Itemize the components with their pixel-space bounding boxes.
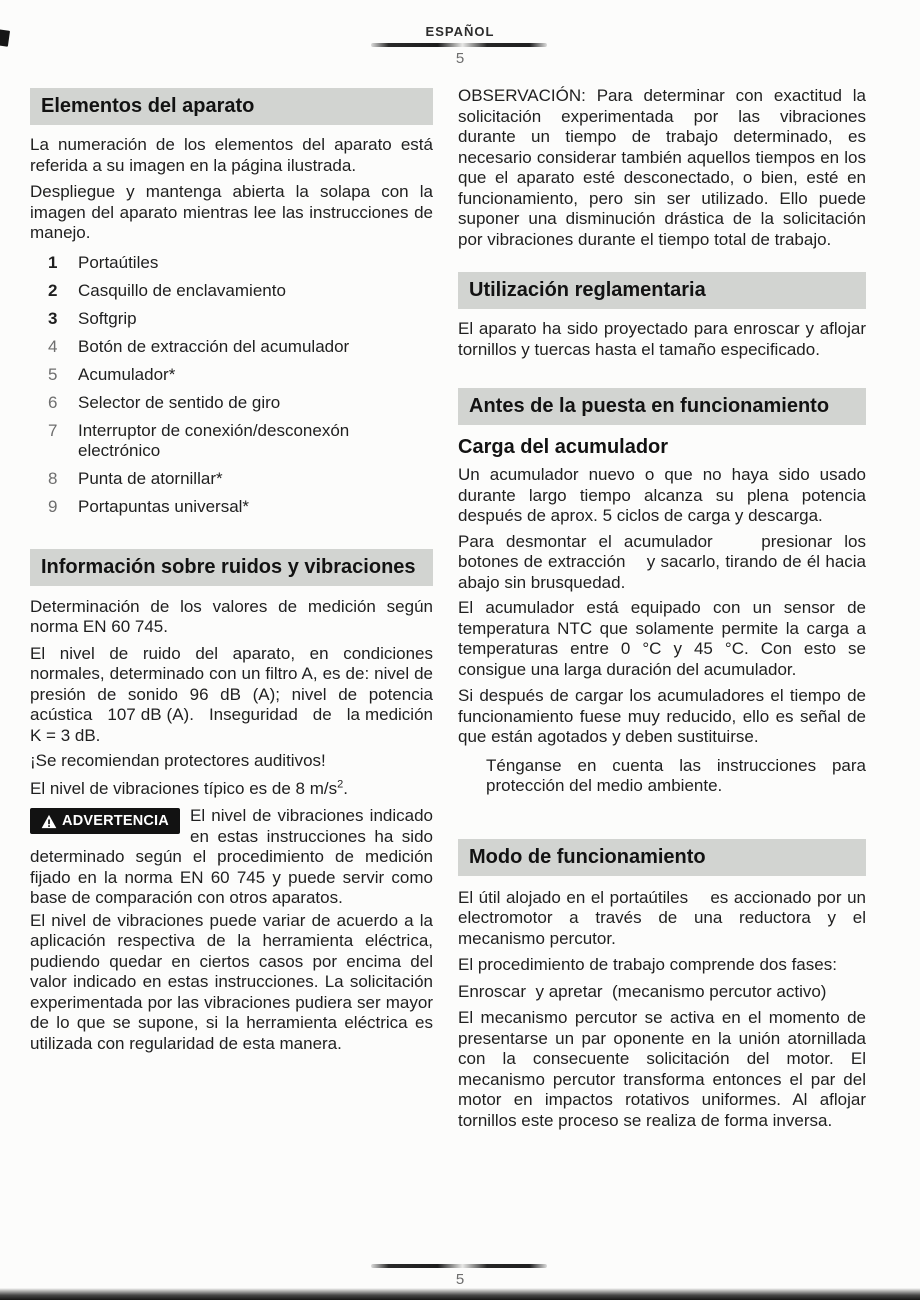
list-item-number: 3 xyxy=(48,308,58,328)
list-item-label: Portaútiles xyxy=(78,252,159,272)
section-heading-modo: Modo de funcionamiento xyxy=(458,839,866,876)
paragraph-advertencia-1: El nivel de vibraciones indicado en estas instrucciones ha sido determinado según el procedimiento de medición fijado en la norma EN 60 745 y puede servir como base de comparación con otros aparatos. xyxy=(30,806,433,907)
vibration-period: . xyxy=(343,778,348,798)
subheading-carga-acumulador: Carga del acumulador xyxy=(458,436,669,458)
list-item xyxy=(48,253,433,274)
list-item-label: Selector de sentido de giro xyxy=(78,392,281,412)
list-item xyxy=(48,309,433,330)
warning-label: ADVERTENCIA xyxy=(62,812,169,829)
list-item-label: Portapuntas universal* xyxy=(78,497,250,516)
list-item-number: 8 xyxy=(48,469,58,488)
list-item-label: Casquillo de enclavamiento xyxy=(78,280,286,300)
list-item-number: 4 xyxy=(48,336,58,356)
section-heading-utilizacion: Utilización reglamentaria xyxy=(458,272,866,309)
list-item xyxy=(48,469,433,490)
section-heading-ruidos: Información sobre ruidos y vibraciones xyxy=(30,549,433,586)
list-item-number: 1 xyxy=(48,252,58,272)
paragraph-determinacion: Determinación de los valores de medición según norma EN 60 745. xyxy=(30,596,433,636)
list-item-label: Acumulador* xyxy=(78,364,176,384)
section-heading-elementos: Elementos del aparato xyxy=(30,88,433,125)
list-item xyxy=(48,337,433,358)
paragraph-medio-ambiente: Ténganse en cuenta las instrucciones para protección del medio ambiente. xyxy=(486,755,866,795)
paragraph-protectores: ¡Se recomiendan protectores auditivos! xyxy=(30,751,326,770)
list-item-number: 5 xyxy=(48,364,58,384)
paragraph-nivel-vibraciones xyxy=(30,779,433,800)
warning-badge xyxy=(30,808,180,834)
paragraph-dos-fases: El procedimiento de trabajo comprende dos fases: xyxy=(458,955,837,974)
list-item-label: Punta de atornillar* xyxy=(78,469,223,488)
left-column xyxy=(30,88,433,1054)
scan-bottom-shadow xyxy=(0,1288,920,1300)
list-item xyxy=(48,497,433,518)
list-item xyxy=(48,393,433,414)
language-header: ESPAÑOL xyxy=(425,24,495,39)
footer-rule xyxy=(371,1264,547,1268)
list-item-label: Softgrip xyxy=(78,308,137,328)
paragraph-utilizacion: El aparato ha sido proyectado para enroscar y aflojar tornillos y tuercas hasta el tamaño especificado. xyxy=(458,319,866,359)
paragraph-mecanismo-percutor: El mecanismo percutor se activa en el momento de presentarse un par oponente en la unión atornillada con la consecuente solicitación del motor. El mecanismo percutor transforma entonces el par del motor en impactos rotativos uniformes. Al aflojar tornillos este proceso se realiza de forma inversa. xyxy=(458,1008,866,1130)
paragraph-acumulador-nuevo: Un acumulador nuevo o que no haya sido usado durante largo tiempo alcanza su plena potencia después de aprox. 5 ciclos de carga y descarga. xyxy=(458,465,866,525)
device-elements-list xyxy=(30,253,433,518)
list-item xyxy=(48,421,433,462)
warning-block xyxy=(30,806,433,1054)
paragraph-desmontar: Para desmontar el acumulador presionar los botones de extracción y sacarlo, tirando de él hacia abajo sin brusquedad. xyxy=(458,531,866,592)
paragraph-numeracion: La numeración de los elementos del aparato está referida a su imagen en la página ilustrada. xyxy=(30,135,433,175)
vibration-superscript: 2 xyxy=(337,777,344,790)
paragraph-sensor-ntc: El acumulador está equipado con un sensor de temperatura NTC que solamente permite la carga a temperaturas entre 0 °C y 45 °C. Con esto se consigue una larga duración del acumulador. xyxy=(458,598,866,679)
vibration-text: El nivel de vibraciones típico es de 8 m/s xyxy=(30,778,338,798)
list-item-number: 6 xyxy=(48,392,58,412)
list-item-number: 7 xyxy=(48,420,58,440)
list-item-number: 2 xyxy=(48,280,58,300)
paragraph-advertencia-2: El nivel de vibraciones puede variar de acuerdo a la aplicación respectiva de la herramienta eléctrica, pudiendo quedar en ciertos casos por encima del valor indicado en estas instrucciones. La solicitación experimentada por las vibraciones pudiera ser mayor de lo que se supone, si la herramienta eléctrica es utilizada con regularidad de esta manera. xyxy=(30,910,433,1053)
list-item-number: 9 xyxy=(48,497,58,516)
header-rule xyxy=(371,43,547,47)
page-number-bottom: 5 xyxy=(455,1271,465,1288)
list-item xyxy=(48,365,433,386)
paragraph-despliegue: Despliegue y mantenga abierta la solapa con la imagen del aparato mientras lee las instrucciones de manejo. xyxy=(30,182,433,242)
paragraph-util-alojado: El útil alojado en el portaútiles es accionado por un electromotor a través de una reductora y el mecanismo percutor. xyxy=(458,887,866,948)
paragraph-nivel-ruido: El nivel de ruido del aparato, en condiciones normales, determinado con un filtro A, es de: nivel de presión de sonido 96 dB (A); nivel de potencia acústica 107 dB (A). Inseguridad de la medición K = 3 dB. xyxy=(30,643,433,745)
section-heading-antes-puesta: Antes de la puesta en funcionamiento xyxy=(458,388,866,425)
paragraph-enroscar-apretar: Enroscar y apretar (mecanismo percutor activo) xyxy=(458,981,827,1001)
list-item-label: Interruptor de conexión/desconexón electrónico xyxy=(78,420,350,460)
warning-triangle-icon xyxy=(41,814,57,829)
paragraph-observacion: OBSERVACIÓN: Para determinar con exactitud la solicitación experimentada por las vibraciones durante un tiempo de trabajo determinado, es necesario considerar también aquellos tiempos en los que el aparato esté desconectado, o bien, esté en funcionamiento, pero sin ser utilizado. Ello puede suponer una disminución drástica de la solicitación por vibraciones durante el tiempo total de trabajo. xyxy=(458,86,866,249)
paragraph-agotados: Si después de cargar los acumuladores el tiempo de funcionamiento fuese muy reducido, ello es señal de que están agotados y deben sustituirse. xyxy=(458,686,866,746)
right-column xyxy=(458,86,866,1131)
list-item-label: Botón de extracción del acumulador xyxy=(78,336,350,356)
list-item xyxy=(48,281,433,302)
page-number-top: 5 xyxy=(455,50,465,67)
